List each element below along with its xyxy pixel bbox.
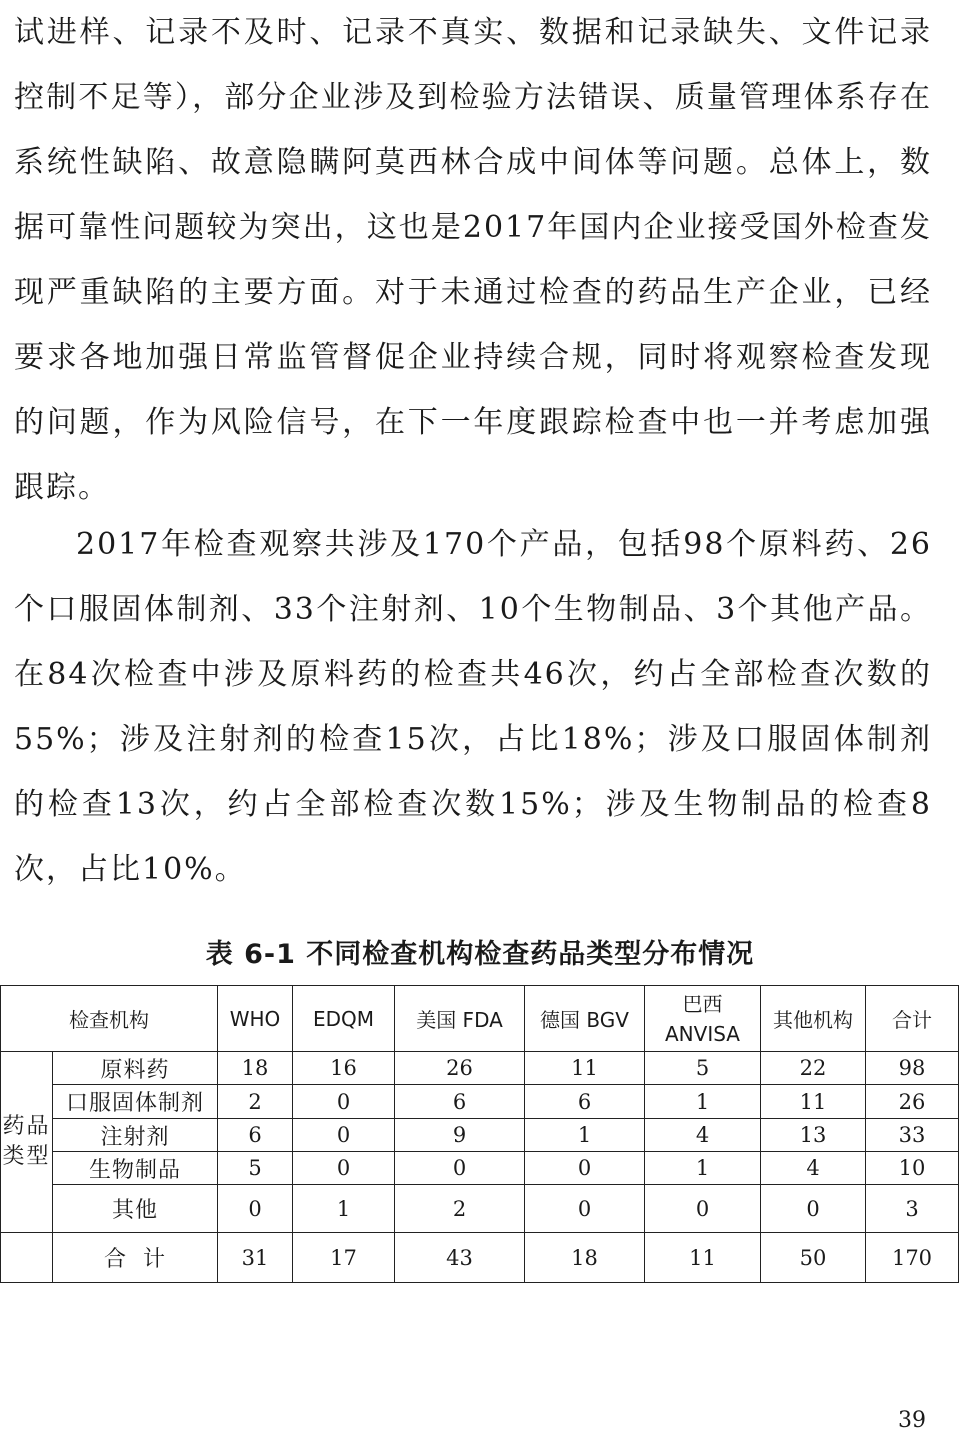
inspection-distribution-table bbox=[0, 985, 959, 1283]
column-header: 美国 FDA bbox=[395, 986, 525, 1052]
table-cell: 13 bbox=[761, 1119, 866, 1152]
table-cell: 18 bbox=[218, 1052, 293, 1085]
row-label: 其他 bbox=[53, 1185, 218, 1233]
table-cell: 11 bbox=[761, 1085, 866, 1119]
total-cell: 31 bbox=[218, 1233, 293, 1283]
table-cell: 33 bbox=[866, 1119, 959, 1152]
table-cell: 9 bbox=[395, 1119, 525, 1152]
total-cell: 11 bbox=[645, 1233, 761, 1283]
table-cell: 0 bbox=[395, 1152, 525, 1185]
table-cell: 22 bbox=[761, 1052, 866, 1085]
group-label-cell bbox=[1, 1052, 53, 1233]
table-cell: 0 bbox=[525, 1185, 645, 1233]
table-cell: 4 bbox=[645, 1119, 761, 1152]
total-cell: 43 bbox=[395, 1233, 525, 1283]
table-cell: 11 bbox=[525, 1052, 645, 1085]
table-cell: 98 bbox=[866, 1052, 959, 1085]
table-cell: 6 bbox=[218, 1119, 293, 1152]
table-row bbox=[1, 1119, 959, 1152]
table-cell: 6 bbox=[395, 1085, 525, 1119]
row-label: 注射剂 bbox=[53, 1119, 218, 1152]
table-cell: 3 bbox=[866, 1185, 959, 1233]
table-row bbox=[1, 1085, 959, 1119]
column-header-line: 巴西 bbox=[682, 991, 723, 1016]
body-paragraph-1: 试进样、记录不及时、记录不真实、数据和记录缺失、文件记录控制不足等），部分企业涉及到检验方法错误、质量管理体系存在系统性缺陷、故意隐瞒阿莫西林合成中间体等问题。总体上，数据可靠性问题较为突出，这也是2017年国内企业接受国外检查发现严重缺陷的主要方面。对于未通过检查的药品生产企业，已经要求各地加强日常监管督促企业持续合规，同时将观察检查发现的问题，作为风险信号，在下一年度跟踪检查中也一并考虑加强跟踪。 bbox=[14, 15, 932, 505]
table-cell: 0 bbox=[293, 1119, 395, 1152]
table-caption: 表 6-1 不同检查机构检查药品类型分布情况 bbox=[205, 939, 755, 970]
total-cell: 170 bbox=[866, 1233, 959, 1283]
table-header-row bbox=[1, 986, 959, 1052]
table-cell: 5 bbox=[218, 1152, 293, 1185]
row-label: 原料药 bbox=[53, 1052, 218, 1085]
table-cell: 26 bbox=[866, 1085, 959, 1119]
table-cell: 5 bbox=[645, 1052, 761, 1085]
table-cell: 2 bbox=[218, 1085, 293, 1119]
table-cell: 1 bbox=[645, 1085, 761, 1119]
column-header-line: ANVISA bbox=[665, 1021, 740, 1046]
table-cell: 1 bbox=[293, 1185, 395, 1233]
column-header: 其他机构 bbox=[761, 986, 866, 1052]
column-header: WHO bbox=[218, 986, 293, 1052]
table-cell: 2 bbox=[395, 1185, 525, 1233]
row-label: 生物制品 bbox=[53, 1152, 218, 1185]
total-cell: 18 bbox=[525, 1233, 645, 1283]
group-label-line: 药品 bbox=[2, 1114, 51, 1139]
table-cell: 0 bbox=[218, 1185, 293, 1233]
table-cell: 6 bbox=[525, 1085, 645, 1119]
table-cell: 10 bbox=[866, 1152, 959, 1185]
table-total-row bbox=[1, 1233, 959, 1283]
corner-header: 检查机构 bbox=[1, 986, 218, 1052]
column-header: EDQM bbox=[293, 986, 395, 1052]
table-row bbox=[1, 1152, 959, 1185]
total-cell: 17 bbox=[293, 1233, 395, 1283]
table-cell: 0 bbox=[525, 1152, 645, 1185]
column-header: 德国 BGV bbox=[525, 986, 645, 1052]
table-cell: 1 bbox=[645, 1152, 761, 1185]
table-row bbox=[1, 1185, 959, 1233]
table-cell: 0 bbox=[761, 1185, 866, 1233]
table-cell: 16 bbox=[293, 1052, 395, 1085]
group-label-line: 类型 bbox=[2, 1144, 51, 1169]
column-header: 合计 bbox=[866, 986, 959, 1052]
page-number: 39 bbox=[898, 1408, 926, 1433]
table-cell: 1 bbox=[525, 1119, 645, 1152]
table-row bbox=[1, 1052, 959, 1085]
table-cell: 0 bbox=[645, 1185, 761, 1233]
table-cell: 4 bbox=[761, 1152, 866, 1185]
row-label: 口服固体制剂 bbox=[53, 1085, 218, 1119]
total-row-label: 合 计 bbox=[53, 1233, 218, 1283]
empty-cell bbox=[1, 1233, 53, 1283]
column-header-two-line bbox=[645, 986, 761, 1052]
total-cell: 50 bbox=[761, 1233, 866, 1283]
body-paragraph-2: 2017年检查观察共涉及170个产品，包括98个原料药、26个口服固体制剂、33个注射剂、10个生物制品、3个其他产品。在84次检查中涉及原料药的检查共46次，约占全部检查次数的55%；涉及注射剂的检查15次，占比18%；涉及口服固体制剂的检查13次，约占全部检查次数15%；涉及生物制品的检查8次，占比10%。 bbox=[14, 527, 932, 887]
table-cell: 0 bbox=[293, 1152, 395, 1185]
table-cell: 26 bbox=[395, 1052, 525, 1085]
table-cell: 0 bbox=[293, 1085, 395, 1119]
